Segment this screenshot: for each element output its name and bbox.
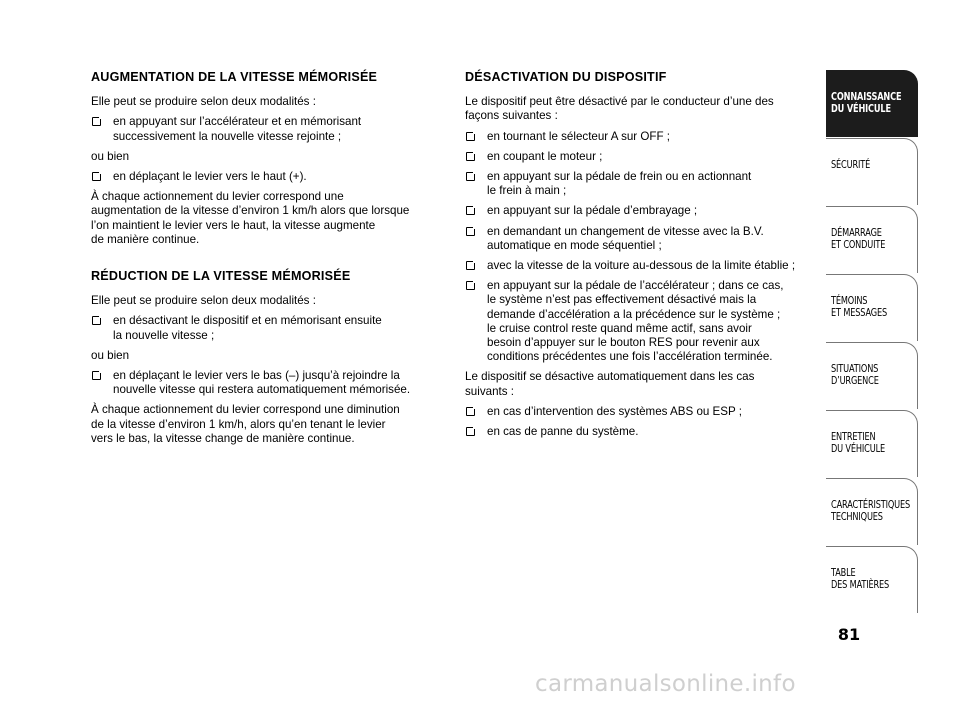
- tab-chapter[interactable]: [826, 274, 918, 341]
- tab-chapter[interactable]: [826, 546, 918, 613]
- auto-intro: Le dispositif se désactive automatiquement dans les cas suivants :: [465, 370, 755, 398]
- bullet-item: avec la vitesse de la voiture au-dessous de la limite établie ;: [465, 259, 815, 273]
- checkbox-bullet-icon: [466, 132, 475, 141]
- chapter-tabs: [826, 70, 918, 614]
- bullet-item: en appuyant sur la pédale de frein ou en actionnant le frein à main ;: [465, 170, 815, 198]
- bullet-item: en cas d’intervention des systèmes ABS ou ESP ;: [465, 405, 815, 419]
- watermark: carmanualsonline.info: [535, 671, 796, 697]
- checkbox-bullet-icon: [466, 152, 475, 161]
- section-intro: Elle peut se produire selon deux modalités :: [91, 95, 316, 109]
- section-intro: Le dispositif peut être désactivé par le conducteur d’une des façons suivantes :: [465, 95, 774, 123]
- checkbox-bullet-icon: [92, 371, 101, 380]
- tab-label: TABLE DES MATIÈRES: [831, 567, 890, 591]
- checkbox-bullet-icon: [466, 281, 475, 290]
- section-heading-desactivation: DÉSACTIVATION DU DISPOSITIF: [465, 70, 667, 84]
- body-text: À chaque actionnement du levier correspond une augmentation de la vitesse d’environ 1 km/h alors que lorsque l’on maintient le levier vers le haut, la vitesse augmente de manière continue.: [91, 190, 410, 246]
- body-text: À chaque actionnement du levier correspond une diminution de la vitesse d’environ 1 km/h, alors qu’en tenant le levier vers le bas, la vitesse change de manière continue.: [91, 403, 400, 445]
- bullet-item: en tournant le sélecteur A sur OFF ;: [465, 130, 815, 144]
- section-heading-augmentation: AUGMENTATION DE LA VITESSE MÉMORISÉE: [91, 70, 378, 84]
- bullet-item: en cas de panne du système.: [465, 425, 815, 439]
- tab-label: TÉMOINS ET MESSAGES: [831, 295, 888, 319]
- checkbox-bullet-icon: [92, 172, 101, 181]
- page-number: 81: [837, 625, 861, 644]
- tab-label: SÉCURITÉ: [831, 159, 871, 171]
- bullet-item: en déplaçant le levier vers le haut (+).: [91, 170, 446, 184]
- tab-label: DÉMARRAGE ET CONDUITE: [831, 227, 886, 251]
- tab-label: SITUATIONS D’URGENCE: [831, 363, 879, 387]
- checkbox-bullet-icon: [92, 117, 101, 126]
- bullet-item: en déplaçant le levier vers le bas (–) jusqu’à rejoindre la nouvelle vitesse qui restera automatiquement mémorisée.: [91, 369, 446, 397]
- or-text: ou bien: [91, 149, 130, 163]
- tab-chapter[interactable]: [826, 206, 918, 273]
- bullet-item: en désactivant le dispositif et en mémorisant ensuite la nouvelle vitesse ;: [91, 314, 446, 342]
- checkbox-bullet-icon: [466, 206, 475, 215]
- bullet-item: en coupant le moteur ;: [465, 150, 815, 164]
- checkbox-bullet-icon: [92, 316, 101, 325]
- right-column: [465, 70, 815, 445]
- checkbox-bullet-icon: [466, 261, 475, 270]
- tab-chapter[interactable]: [826, 410, 918, 477]
- auto-desactivation-list: [465, 405, 815, 439]
- section-intro: Elle peut se produire selon deux modalités :: [91, 294, 316, 308]
- checkbox-bullet-icon: [466, 172, 475, 181]
- section-heading-reduction: RÉDUCTION DE LA VITESSE MÉMORISÉE: [91, 269, 351, 284]
- tab-chapter[interactable]: [826, 70, 918, 137]
- or-text: ou bien: [91, 348, 130, 362]
- bullet-item: en demandant un changement de vitesse avec la B.V. automatique en mode séquentiel ;: [465, 225, 815, 253]
- checkbox-bullet-icon: [466, 407, 475, 416]
- checkbox-bullet-icon: [466, 427, 475, 436]
- tab-label: CONNAISSANCE DU VÉHICULE: [831, 91, 902, 115]
- desactivation-list: [465, 130, 815, 365]
- tab-chapter[interactable]: [826, 478, 918, 545]
- bullet-item: en appuyant sur la pédale de l’accélérateur ; dans ce cas, le système n’est pas effectivement désactivé mais la demande d’accélération a la précédence sur le système ; le cruise control reste quand même actif, sans avoir besoin d’appuyer sur le bouton RES pour revenir aux conditions précédentes une fois l’accélération terminée.: [465, 279, 815, 364]
- bullet-item: en appuyant sur l’accélérateur et en mémorisant successivement la nouvelle vitesse rejointe ;: [91, 115, 446, 143]
- tab-chapter[interactable]: [826, 138, 918, 205]
- left-column: [91, 70, 446, 452]
- tab-label: ENTRETIEN DU VÉHICULE: [831, 431, 885, 455]
- tab-label: CARACTÉRISTIQUES TECHNIQUES: [831, 499, 911, 523]
- tab-chapter[interactable]: [826, 342, 918, 409]
- bullet-item: en appuyant sur la pédale d’embrayage ;: [465, 204, 815, 218]
- checkbox-bullet-icon: [466, 227, 475, 236]
